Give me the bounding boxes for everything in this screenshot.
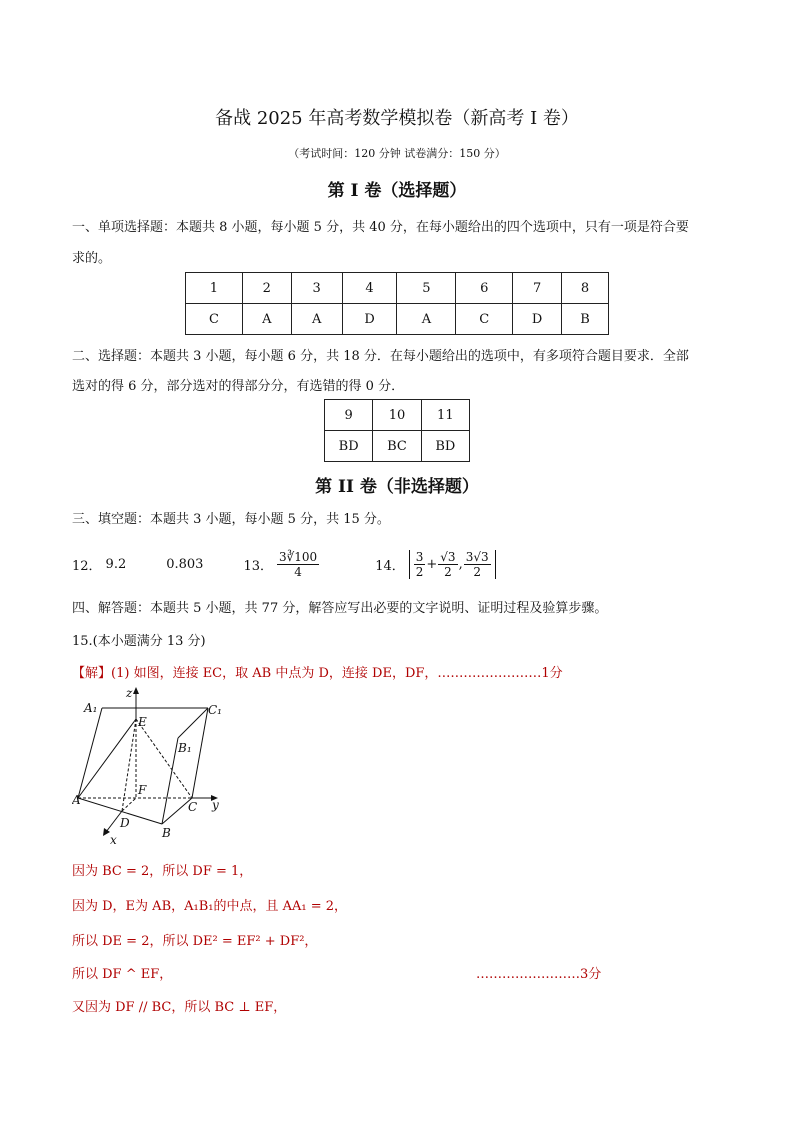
q14-a-denominator: 2 — [415, 564, 424, 579]
section-3-line: 三、填空题：本题共 3 小题，每小题 5 分，共 15 分。 — [72, 512, 390, 527]
q13-fraction — [277, 550, 319, 579]
q14-a-numerator: 3 — [415, 549, 424, 564]
q14-fraction-a — [414, 550, 426, 579]
q15-score-3: ……………………3分 — [476, 967, 602, 982]
table-cell: 11 — [421, 400, 469, 431]
table-cell: 10 — [373, 400, 421, 431]
answer-table-2 — [324, 399, 470, 462]
q14-comma: , — [458, 556, 463, 572]
q14-c-denominator: 2 — [473, 564, 481, 579]
table-cell: BC — [373, 431, 421, 462]
label-b: B — [162, 826, 171, 840]
q14-interval — [409, 550, 496, 579]
q15-solution-line-6: 又因为 DF // BC，所以 BC ⊥ EF， — [72, 1000, 287, 1015]
exam-title: 备战 2025 年高考数学模拟卷（新高考 I 卷） — [215, 108, 579, 129]
edge-a-e — [78, 719, 136, 798]
edge-e-d — [122, 719, 136, 811]
table-cell: 6 — [456, 273, 513, 304]
table-cell: D — [513, 304, 562, 335]
q12-label: 12． — [72, 558, 102, 574]
label-d: D — [120, 816, 130, 830]
label-z: z — [126, 686, 133, 700]
q14-c-numerator: 3√3 — [465, 549, 489, 564]
table-row — [325, 400, 470, 431]
table-cell: D — [342, 304, 397, 335]
q15-header: 15.(本小题满分 13 分) — [72, 634, 206, 649]
exam-subtitle: （考试时间：120 分钟 试卷满分：150 分） — [288, 147, 506, 160]
z-arrow-icon — [133, 687, 139, 694]
q13-numerator: 3∛100 — [279, 549, 318, 564]
part-2-heading: 第 II 卷（非选择题） — [315, 477, 479, 497]
label-c1: C₁ — [208, 703, 222, 717]
part-1-heading: 第 I 卷（选择题） — [327, 181, 467, 201]
label-y: y — [212, 798, 219, 812]
label-f: F — [138, 783, 147, 797]
q12-answer-a: 9.2 — [105, 556, 127, 572]
q14-b-numerator: √3 — [440, 549, 456, 564]
q15-solution-line-3: 因为 D，E为 AB，A₁B₁的中点，且 AA₁ = 2， — [72, 899, 348, 914]
table-cell: BD — [421, 431, 469, 462]
x-arrow-icon — [103, 828, 110, 836]
label-a: A — [72, 793, 81, 807]
q14-label: 14． — [375, 558, 405, 574]
table-cell: 3 — [291, 273, 342, 304]
label-a1: A₁ — [84, 701, 98, 715]
table-row — [325, 431, 470, 462]
edge-b1-b — [162, 738, 178, 824]
table-cell: A — [397, 304, 456, 335]
q14-plus: + — [426, 556, 438, 572]
q14-b-denominator: 2 — [444, 564, 452, 579]
q14-fraction-b — [438, 550, 457, 579]
edge-a1-a — [78, 708, 102, 798]
table-cell: 1 — [186, 273, 243, 304]
section-1-line-1: 一、单项选择题：本题共 8 小题，每小题 5 分，共 40 分，在每小题给出的四个选项中，只有一项是符合要 — [72, 220, 689, 235]
answer-table-1 — [185, 272, 609, 335]
table-cell: 9 — [325, 400, 373, 431]
table-cell: 5 — [397, 273, 456, 304]
table-row — [186, 304, 609, 335]
q14-fraction-c — [464, 550, 491, 579]
section-4-line: 四、解答题：本题共 5 小题，共 77 分，解答应写出必要的文字说明、证明过程及验算步骤。 — [72, 601, 608, 616]
fill-in-answers — [72, 544, 496, 584]
label-c: C — [188, 800, 198, 814]
q15-solution-line-4: 所以 DE = 2，所以 DE² = EF² + DF²， — [72, 934, 318, 949]
table-cell: 8 — [562, 273, 609, 304]
q15-solution-line-5: 所以 DF ^ EF， — [72, 967, 173, 982]
q12-answer-b: 0.803 — [166, 556, 204, 572]
q15-solution-line-2: 因为 BC = 2，所以 DF = 1， — [72, 864, 253, 879]
table-cell: 4 — [342, 273, 397, 304]
section-2-line-1: 二、选择题：本题共 3 小题，每小题 6 分，共 18 分．在每小题给出的选项中，有多项符合题目要求．全部 — [72, 349, 689, 364]
table-cell: A — [242, 304, 291, 335]
solution-tag: 【解】 — [72, 666, 112, 681]
table-cell: 2 — [242, 273, 291, 304]
q15-solution-line-1 — [72, 662, 563, 681]
table-cell: BD — [325, 431, 373, 462]
table-cell: 7 — [513, 273, 562, 304]
section-1-line-2: 求的。 — [72, 251, 112, 266]
q13-label: 13． — [243, 558, 273, 574]
q13-denominator: 4 — [294, 564, 302, 579]
table-row — [186, 273, 609, 304]
section-2-line-2: 选对的得 6 分，部分选对的得部分分，有选错的得 0 分． — [72, 379, 405, 394]
table-cell: B — [562, 304, 609, 335]
table-cell: C — [186, 304, 243, 335]
table-cell: C — [456, 304, 513, 335]
label-x: x — [110, 833, 117, 847]
prism-figure — [72, 686, 232, 848]
solution-text: (1) 如图，连接 EC，取 AB 中点为 D，连接 DE，DF，……………………1分 — [111, 666, 563, 681]
label-b1: B₁ — [178, 741, 192, 755]
label-e: E — [138, 715, 147, 729]
table-cell: A — [291, 304, 342, 335]
